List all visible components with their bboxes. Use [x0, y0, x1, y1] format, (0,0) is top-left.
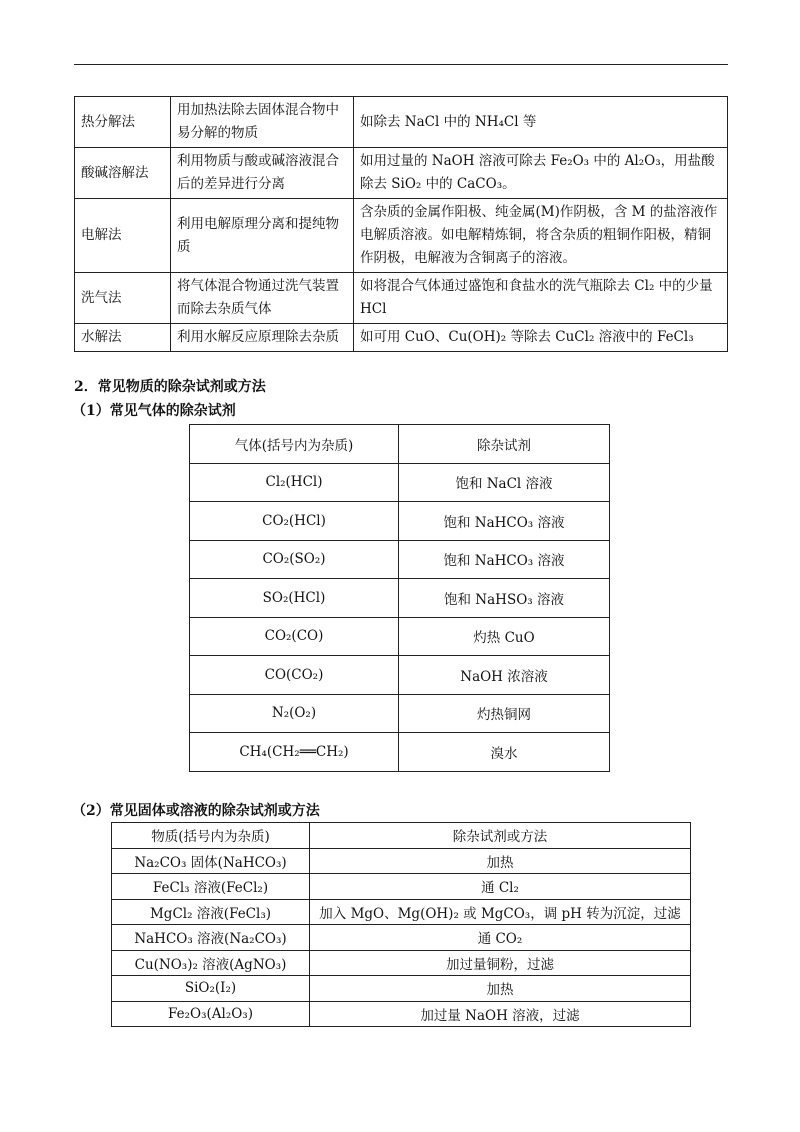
substance-cell: SiO₂(I₂) — [112, 976, 310, 1002]
method-cell: 加热 — [310, 848, 691, 874]
table-row — [75, 324, 728, 352]
table-row — [112, 874, 691, 900]
table-row — [190, 502, 610, 541]
gas-cell: CO₂(CO) — [190, 617, 399, 656]
substance-cell: NaHCO₃ 溶液(Na₂CO₃) — [112, 925, 310, 951]
reagent-cell: 灼热铜网 — [399, 694, 610, 733]
reagent-cell: 饱和 NaHCO₃ 溶液 — [399, 540, 610, 579]
table-row — [190, 733, 610, 772]
table-row — [75, 273, 728, 324]
table-row — [75, 97, 728, 148]
method-cell: 加过量 NaOH 溶液，过滤 — [310, 1001, 691, 1027]
method-example: 含杂质的金属作阳极、纯金属(M)作阴极，含 M 的盐溶液作电解质溶液。如电解精炼铜，将含杂质的粗铜作阳极，精铜作阴极，电解液为含铜离子的溶液。 — [354, 199, 728, 273]
method-cell: 加过量铜粉，过滤 — [310, 950, 691, 976]
gas-cell: N₂(O₂) — [190, 694, 399, 733]
table-row — [112, 950, 691, 976]
method-cell: 通 Cl₂ — [310, 874, 691, 900]
table-row — [112, 848, 691, 874]
method-name: 电解法 — [75, 199, 171, 273]
method-name: 水解法 — [75, 324, 171, 352]
method-principle: 利用物质与酸或碱溶液混合后的差异进行分离 — [171, 148, 354, 199]
table-row — [190, 694, 610, 733]
table-row — [190, 540, 610, 579]
method-name: 热分解法 — [75, 97, 171, 148]
method-cell: 加入 MgO、Mg(OH)₂ 或 MgCO₃，调 pH 转为沉淀，过滤 — [310, 899, 691, 925]
reagent-cell: 溴水 — [399, 733, 610, 772]
column-header: 气体(括号内为杂质) — [190, 425, 399, 464]
reagent-cell: NaOH 浓溶液 — [399, 656, 610, 695]
table-row — [190, 579, 610, 618]
gas-impurity-table — [189, 424, 610, 772]
reagent-cell: 饱和 NaCl 溶液 — [399, 463, 610, 502]
table-row — [112, 976, 691, 1002]
method-cell: 加热 — [310, 976, 691, 1002]
method-cell: 通 CO₂ — [310, 925, 691, 951]
column-header: 除杂试剂 — [399, 425, 610, 464]
substance-cell: Fe₂O₃(Al₂O₃) — [112, 1001, 310, 1027]
table-row — [190, 656, 610, 695]
method-name: 酸碱溶解法 — [75, 148, 171, 199]
method-name: 洗气法 — [75, 273, 171, 324]
table-row — [112, 925, 691, 951]
method-principle: 利用电解原理分离和提纯物质 — [171, 199, 354, 273]
gas-cell: CO₂(HCl) — [190, 502, 399, 541]
gas-cell: SO₂(HCl) — [190, 579, 399, 618]
table-row — [112, 899, 691, 925]
gas-cell: CH₄(CH₂══CH₂) — [190, 733, 399, 772]
separation-methods-table — [74, 96, 728, 352]
method-example: 如将混合气体通过盛饱和食盐水的洗气瓶除去 Cl₂ 中的少量 HCl — [354, 273, 728, 324]
table-row — [75, 199, 728, 273]
substance-cell: FeCl₃ 溶液(FeCl₂) — [112, 874, 310, 900]
table-header-row — [112, 823, 691, 849]
substance-cell: MgCl₂ 溶液(FeCl₃) — [112, 899, 310, 925]
gas-cell: CO(CO₂) — [190, 656, 399, 695]
method-principle: 利用水解反应原理除去杂质 — [171, 324, 354, 352]
method-principle: 将气体混合物通过洗气装置而除去杂质气体 — [171, 273, 354, 324]
method-example: 如用过量的 NaOH 溶液可除去 Fe₂O₃ 中的 Al₂O₃，用盐酸除去 SiO₂ 中的 CaCO₃。 — [354, 148, 728, 199]
section-heading: 2．常见物质的除杂试剂或方法 — [74, 379, 266, 395]
column-header: 物质(括号内为杂质) — [112, 823, 310, 849]
method-principle: 用加热法除去固体混合物中易分解的物质 — [171, 97, 354, 148]
column-header: 除杂试剂或方法 — [310, 823, 691, 849]
method-example: 如除去 NaCl 中的 NH₄Cl 等 — [354, 97, 728, 148]
gas-cell: CO₂(SO₂) — [190, 540, 399, 579]
reagent-cell: 饱和 NaHSO₃ 溶液 — [399, 579, 610, 618]
table-row — [190, 617, 610, 656]
gas-cell: Cl₂(HCl) — [190, 463, 399, 502]
solid-solution-impurity-table — [111, 822, 691, 1027]
reagent-cell: 灼热 CuO — [399, 617, 610, 656]
solid-section-heading: （2）常见固体或溶液的除杂试剂或方法 — [72, 803, 320, 819]
substance-cell: Na₂CO₃ 固体(NaHCO₃) — [112, 848, 310, 874]
table-row — [75, 148, 728, 199]
header-rule — [74, 64, 728, 65]
method-example: 如可用 CuO、Cu(OH)₂ 等除去 CuCl₂ 溶液中的 FeCl₃ — [354, 324, 728, 352]
reagent-cell: 饱和 NaHCO₃ 溶液 — [399, 502, 610, 541]
table-row — [190, 463, 610, 502]
gas-section-heading: （1）常见气体的除杂试剂 — [72, 403, 236, 419]
substance-cell: Cu(NO₃)₂ 溶液(AgNO₃) — [112, 950, 310, 976]
table-header-row — [190, 425, 610, 464]
table-row — [112, 1001, 691, 1027]
